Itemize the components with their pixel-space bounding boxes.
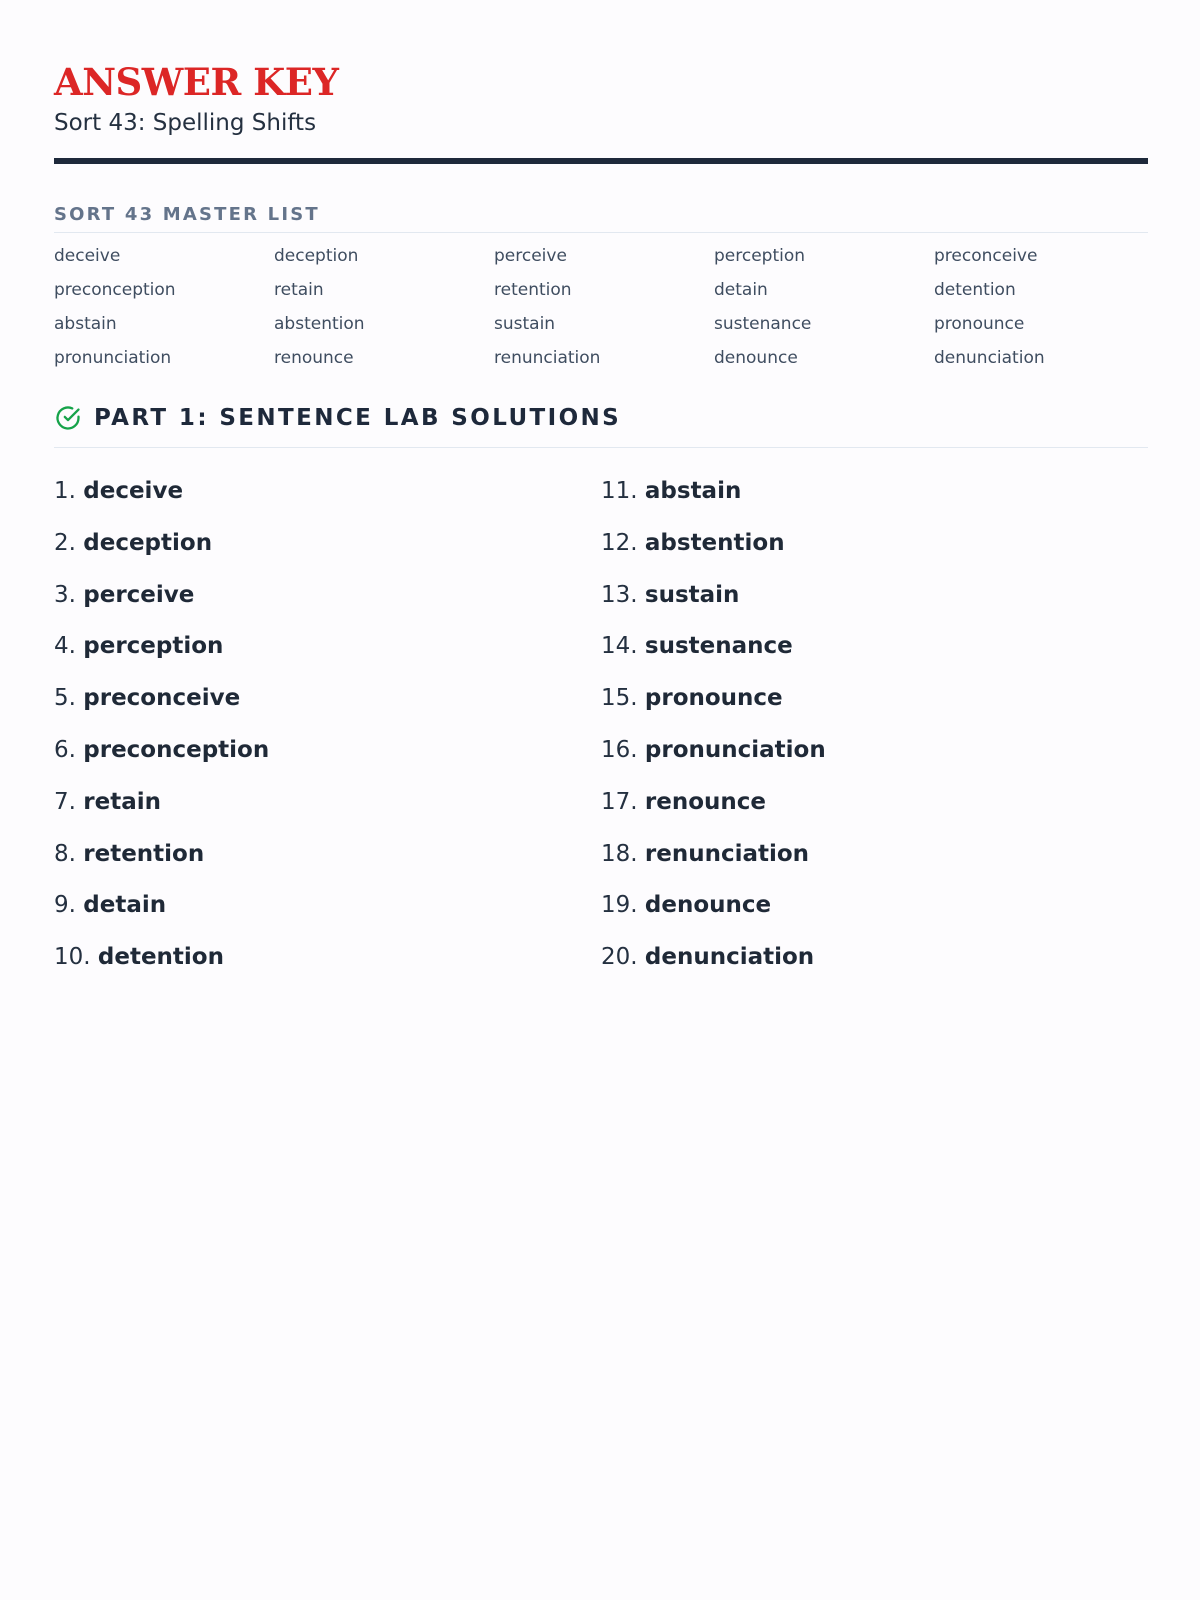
answer-word: retention bbox=[83, 840, 205, 867]
answer-word: preconception bbox=[83, 736, 270, 763]
master-word: denunciation bbox=[934, 348, 1045, 368]
answer-key-page bbox=[54, 58, 1148, 994]
master-list-divider bbox=[54, 232, 1148, 233]
master-word: retention bbox=[494, 280, 572, 300]
answer-word: renunciation bbox=[644, 840, 810, 867]
answers-list bbox=[54, 476, 1148, 994]
master-word: sustenance bbox=[714, 314, 812, 334]
answer-item bbox=[601, 942, 1148, 994]
master-list-grid bbox=[54, 245, 1148, 381]
part-1-title: PART 1: SENTENCE LAB SOLUTIONS bbox=[94, 405, 622, 431]
answer-number: 6. bbox=[54, 736, 76, 763]
master-word: detention bbox=[934, 280, 1016, 300]
master-word: deception bbox=[274, 246, 359, 266]
master-word: perception bbox=[714, 246, 806, 266]
answer-number: 19. bbox=[601, 892, 638, 919]
answer-word: perceive bbox=[83, 581, 195, 608]
part-1-header bbox=[54, 401, 1148, 435]
master-list-heading: SORT 43 MASTER LIST bbox=[54, 204, 320, 225]
master-word: renunciation bbox=[494, 348, 601, 368]
answer-word: deception bbox=[83, 529, 213, 556]
answer-word: denunciation bbox=[644, 944, 815, 971]
answer-item bbox=[601, 787, 1148, 839]
page-title: ANSWER KEY bbox=[54, 60, 339, 104]
answer-number: 14. bbox=[601, 633, 638, 660]
answer-item bbox=[601, 839, 1148, 891]
master-word: denounce bbox=[714, 348, 798, 368]
master-word: deceive bbox=[54, 246, 121, 266]
answer-word: pronunciation bbox=[644, 736, 826, 763]
answer-item bbox=[54, 787, 601, 839]
master-word: sustain bbox=[494, 314, 556, 334]
check-circle-icon bbox=[54, 404, 82, 432]
answer-item bbox=[54, 631, 601, 683]
answer-number: 13. bbox=[601, 581, 638, 608]
answer-item bbox=[54, 890, 601, 942]
master-word: pronounce bbox=[934, 314, 1025, 334]
master-word: abstention bbox=[274, 314, 365, 334]
master-word: renounce bbox=[274, 348, 354, 368]
answer-number: 9. bbox=[54, 892, 76, 919]
answer-item bbox=[54, 942, 601, 994]
answer-number: 16. bbox=[601, 736, 638, 763]
master-word: preconceive bbox=[934, 246, 1038, 266]
header-divider bbox=[54, 158, 1148, 164]
answer-number: 20. bbox=[601, 944, 638, 971]
answer-word: preconceive bbox=[83, 685, 241, 712]
answer-number: 11. bbox=[601, 478, 638, 504]
answer-number: 2. bbox=[54, 529, 76, 556]
answer-item bbox=[601, 631, 1148, 683]
answer-item bbox=[54, 683, 601, 735]
master-word: retain bbox=[274, 280, 324, 300]
answer-item bbox=[54, 735, 601, 787]
master-word: preconception bbox=[54, 280, 176, 300]
part-1-divider bbox=[54, 447, 1148, 448]
master-word: perceive bbox=[494, 246, 567, 266]
answer-number: 1. bbox=[54, 478, 76, 504]
answer-item bbox=[601, 683, 1148, 735]
master-word: pronunciation bbox=[54, 348, 172, 368]
answer-word: pronounce bbox=[644, 685, 783, 712]
page-subtitle: Sort 43: Spelling Shifts bbox=[54, 110, 317, 136]
answer-item bbox=[601, 735, 1148, 787]
master-word: abstain bbox=[54, 314, 117, 334]
answer-number: 7. bbox=[54, 788, 76, 815]
answer-number: 4. bbox=[54, 633, 76, 660]
answer-word: retain bbox=[83, 788, 161, 815]
answer-item bbox=[601, 476, 1148, 528]
answer-word: detention bbox=[97, 944, 224, 971]
answer-number: 15. bbox=[601, 685, 638, 712]
answer-item bbox=[54, 580, 601, 632]
answers-column-right bbox=[601, 476, 1148, 994]
answer-word: perception bbox=[83, 633, 224, 660]
answer-word: denounce bbox=[644, 892, 772, 919]
answer-word: deceive bbox=[83, 478, 184, 504]
master-word: detain bbox=[714, 280, 768, 300]
answer-item bbox=[601, 528, 1148, 580]
answer-item bbox=[54, 528, 601, 580]
answer-word: sustain bbox=[644, 581, 740, 608]
answers-column-left bbox=[54, 476, 601, 994]
answer-number: 10. bbox=[54, 944, 91, 971]
answer-word: detain bbox=[83, 892, 167, 919]
answer-item bbox=[601, 890, 1148, 942]
answer-item bbox=[601, 580, 1148, 632]
answer-word: abstention bbox=[644, 529, 785, 556]
answer-word: sustenance bbox=[644, 633, 793, 660]
answer-word: abstain bbox=[644, 478, 742, 504]
answer-number: 18. bbox=[601, 840, 638, 867]
answer-number: 5. bbox=[54, 685, 76, 712]
answer-item bbox=[54, 839, 601, 891]
answer-word: renounce bbox=[644, 788, 766, 815]
answer-number: 17. bbox=[601, 788, 638, 815]
answer-item bbox=[54, 476, 601, 528]
answer-number: 12. bbox=[601, 529, 638, 556]
answer-number: 8. bbox=[54, 840, 76, 867]
answer-number: 3. bbox=[54, 581, 76, 608]
